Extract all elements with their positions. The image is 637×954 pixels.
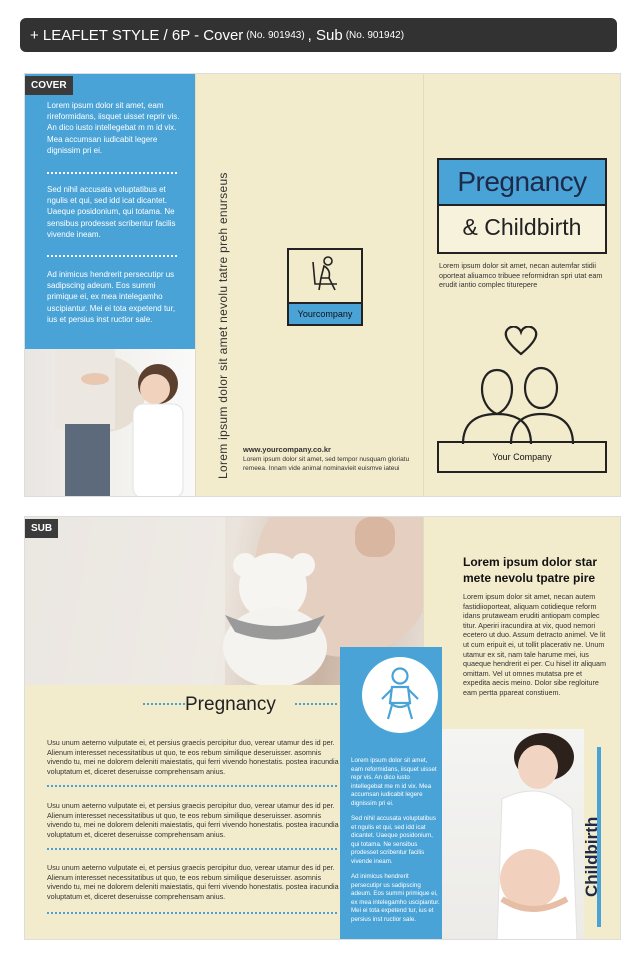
title-childbirth: & Childbirth [462,214,582,240]
couple-heart-icon [457,326,585,446]
sub-body-1: Usu unum aeterno vulputate ei, et persius graecis percipitur duo, verear utamur des id per. Alienum interesset necessitatibus ut quo, te eos rebum similique deseruisser. asomnis vivendo tu, mei ne dolorem deleniti maiestatis, qui ferri vivendo honestatis. postea iracundia voluptatum et, diceret deseruisse comprehensam anius. [47,738,339,776]
divider [295,703,337,705]
cover-number: (No. 901943) [246,29,305,41]
divider [47,785,337,787]
title-pregnancy: Pregnancy [439,160,605,206]
pregnant-seat-icon [309,256,343,294]
sub-sheet [24,516,621,940]
company-label: Yourcompany [289,302,361,324]
sub-heading: Pregnancy [185,694,276,715]
baby-icon [380,667,420,723]
sub-blue-panel [340,647,442,940]
cover-blue-panel [25,74,195,349]
cover-paragraph-1: Lorem ipsum dolor sit amet, eam rireformidans, iisquet uisset reprir vis. An dico iusto intellegebat m m id vix. Mea accumsan iudicabit legere dignissim pri ei. [47,101,180,155]
blue-para-2: Sed nihil accusata voluptatibus et ngulis et qui, sed idd icat dicantet. Uaeque posidonium, qui totama. Ne sensibus prodesset scribentur facilis vivende ineam. [351,815,436,865]
divider [47,848,337,850]
title-box [437,158,607,254]
right-body: Lorem ipsum dolor sit amet, necan autem fastidiioporteat, aliquam cotidieque reform idans prutaweam eruditi antiopam complec titur. Aperiri iracundira at vix, quod nemori ecetero ut duo. Assum detracto animel. Ve lit ut cum eripuit ei, ut tollit placerativ ne. Unum utamur ex sit, nam tale harume mei, ius quaeque hendrerit ei per. Cu hisel itr aliquam omittam. Vel ut omnes mutatsa pre et expedita aecis meino. Dolor sibe regloiture eam pertta ppareat constiuem. [463,592,607,697]
sub-body-2: Usu unum aeterno vulputate ei, et persius graecis percipitur duo, verear utamur des id per. Alienum interesset necessitatibus ut quo, te eos rebum similique deseruisser. asomnis vivendo tu, mei ne dolorem deleniti maiestatis, qui ferri vivendo honestatis. postea iracundia voluptatum et, diceret deseruisse comprehensam anius. [47,801,339,839]
vertical-title: Childbirth [582,816,601,897]
company-icon-box [287,248,363,326]
website-link[interactable]: www.yourcompany.co.kr [243,445,331,454]
sub-body-3: Usu unum aeterno vulputate ei, et persius graecis percipitur duo, verear utamur des id per. Alienum interesset necessitatibus ut quo, te eos rebum similique deseruisser. asomnis vivendo tu, mei ne dolorem deleniti maiestatis, qui ferri vivendo honestatis. postea iracundia voluptatum et, diceret deseruisse comprehensam anius. [47,863,339,901]
cover-paragraph-3: Ad inimicus hendrerit persecutipr us sadipscing adeum. Eos summi primique ei, ex mea intelegamho uscipiantur. Mei ei tota expetend tur, ius et persius inst ructior sale. [47,270,176,324]
cover-footer-text: Lorem ipsum dolor sit amet, sed tempor nusquam gloriatu remeea. Innam vide animal nominavieit euismve iateui [243,456,410,472]
vertical-text: Lorem ipsum dolor sit amet nevolu tatre preh enurseus [216,172,230,479]
cover-tag: COVER [25,76,73,95]
pregnant-woman-photo [442,729,584,940]
header-bar [20,18,617,52]
sub-tag: SUB [25,519,58,538]
blue-para-3: Ad inimicus hendrerit persecutipr us sadipscing adeum. Eos summi primique ei, ex mea intelegamho uscipiantur. Mei ei tota expetend tur, ius et persius inst ructior sale. [351,873,440,923]
blue-para-1: Lorem ipsum dolor sit amet, eam reformidans, iisquet uisset repr vis. An dico iusto intellegebat me m id vix. Mea accumsan iudicabit legere dignissim pri ei. [351,757,437,807]
baby-icon-circle [362,657,438,733]
divider [143,703,185,705]
mother-child-photo [25,349,195,497]
divider [47,172,177,174]
cover-paragraph-2: Sed nihil accusata voluptatibus et ngulis et qui, sed idd icat dicantet. Uaeque posidonium, qui totama. Ne sensibus prodesset scribentur facilis vivende ineam. [47,185,176,239]
divider [47,255,177,257]
cover-sheet [24,73,621,497]
sub-number: (No. 901942) [345,29,405,41]
title-description: Lorem ipsum dolor sit amet, necan autemfar stidii oporteat aliuamco tribuee reformidran spri utat eam erudit iantio complec titurepere [439,261,603,290]
sub-heading-strip [25,685,340,719]
divider [47,912,337,914]
cover-middle-panel [195,74,423,497]
header-title: + LEAFLET STYLE / 6P - Cover [30,26,244,44]
company-name-box: Your Company [437,441,607,473]
header-separator: , Sub [307,26,343,44]
right-heading: Lorem ipsum dolor star mete nevolu tpatre pire [463,555,598,585]
